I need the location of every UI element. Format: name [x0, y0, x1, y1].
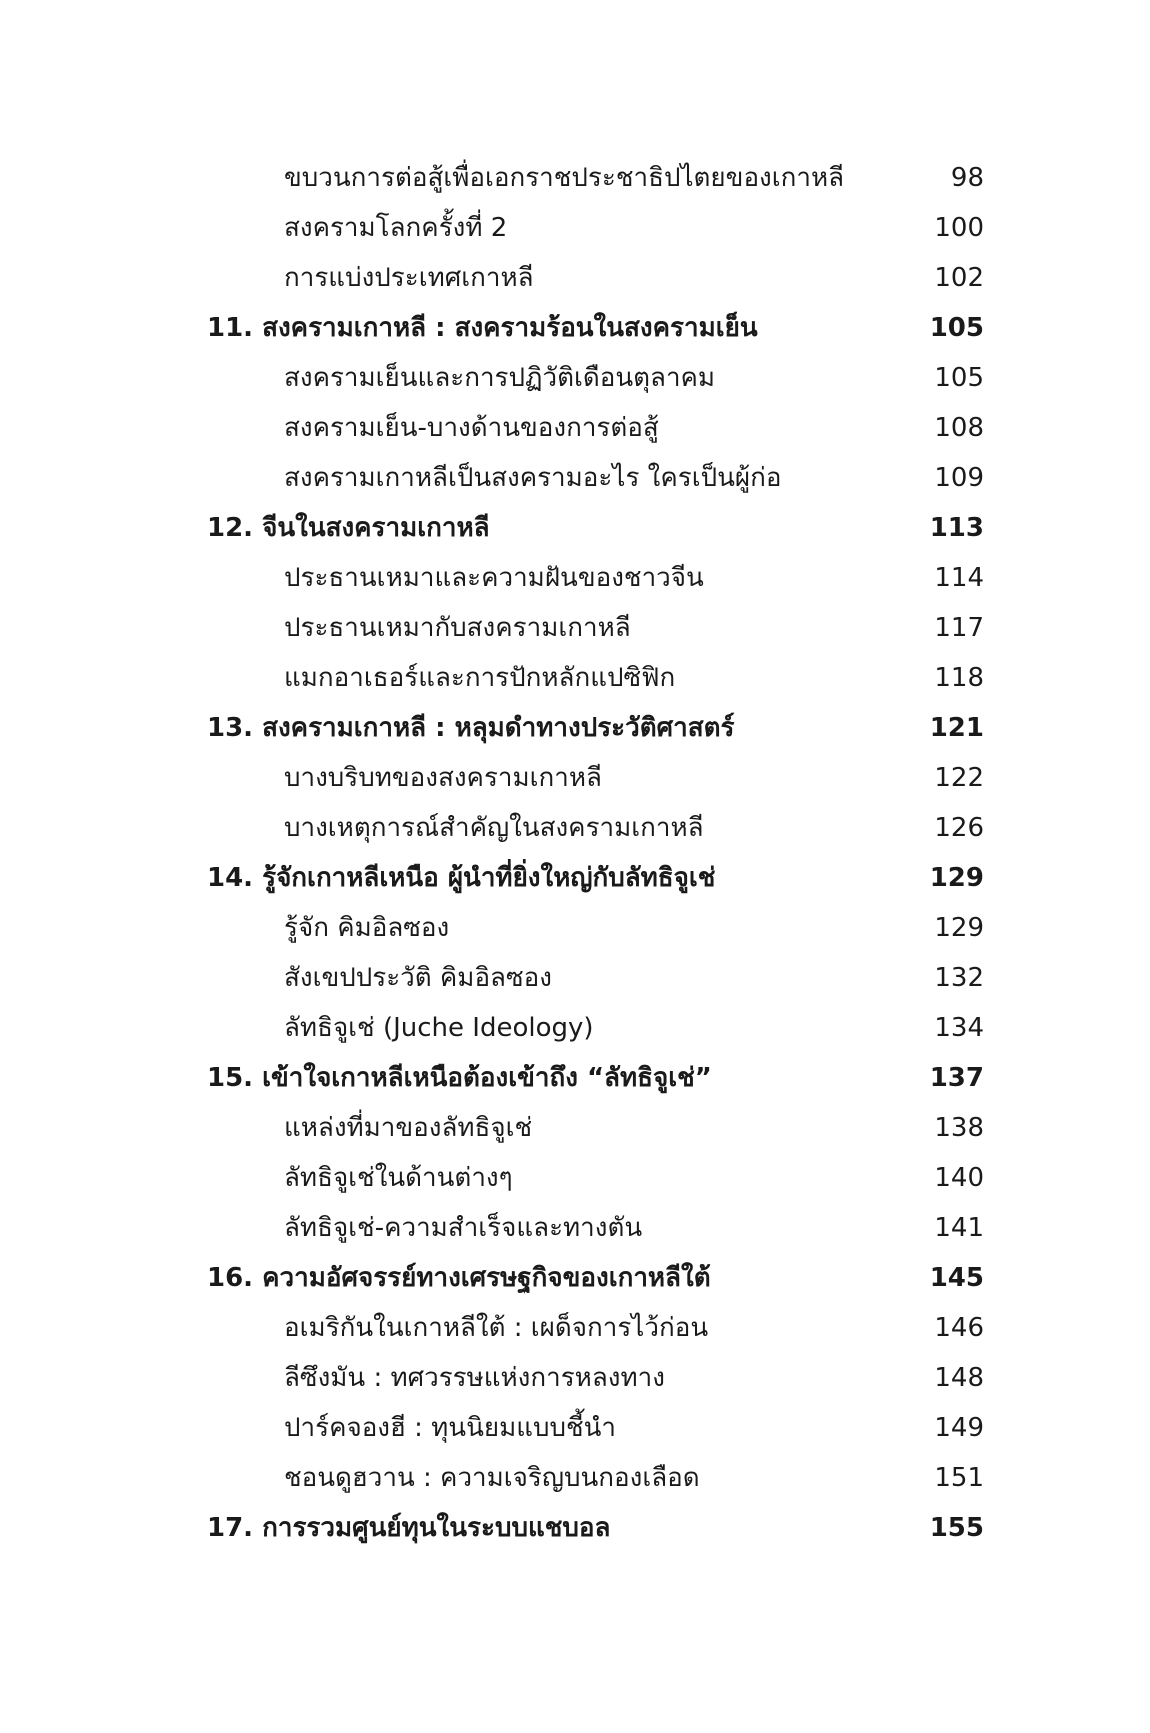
toc-entry-page: 151 — [934, 1463, 984, 1493]
toc-entry-title: การแบ่งประเทศเกาหลี — [284, 263, 534, 293]
toc-entry-page: 148 — [934, 1363, 984, 1393]
toc-entry-title: สงครามเย็น-บางด้านของการต่อสู้ — [284, 413, 659, 443]
table-of-contents — [0, 153, 1150, 1553]
toc-chapter-title: 17. การรวมศูนย์ทุนในระบบแชบอล — [207, 1513, 611, 1543]
toc-chapter-title: 15. เข้าใจเกาหลีเหนือต้องเข้าถึง “ลัทธิจูเช่” — [207, 1063, 712, 1093]
toc-chapter-title: 14. รู้จักเกาหลีเหนือ ผู้นำที่ยิ่งใหญ่กับลัทธิจูเช่ — [207, 863, 716, 893]
toc-chapter-title: 13. สงครามเกาหลี : หลุมดำทางประวัติศาสตร์ — [207, 713, 735, 743]
toc-entry — [0, 353, 1150, 403]
toc-entry-title: ประธานเหมากับสงครามเกาหลี — [284, 613, 631, 643]
toc-entry — [0, 803, 1150, 853]
toc-chapter — [0, 1503, 1150, 1553]
toc-chapter-page: 129 — [929, 863, 984, 893]
toc-chapter-title: 11. สงครามเกาหลี : สงครามร้อนในสงครามเย็น — [207, 313, 758, 343]
toc-chapter — [0, 1053, 1150, 1103]
toc-entry-page: 102 — [934, 263, 984, 293]
toc-entry-title: ลัทธิจูเช่-ความสำเร็จและทางตัน — [284, 1213, 643, 1243]
toc-entry-title: สังเขปประวัติ คิมอิลซอง — [284, 963, 552, 993]
toc-entry-page: 141 — [934, 1213, 984, 1243]
toc-entry-title: แมกอาเธอร์และการปักหลักแปซิฟิก — [284, 663, 676, 693]
toc-entry — [0, 253, 1150, 303]
toc-entry — [0, 203, 1150, 253]
toc-entry-page: 114 — [934, 563, 984, 593]
toc-chapter — [0, 303, 1150, 353]
toc-entry-page: 126 — [934, 813, 984, 843]
toc-entry-title: แหล่งที่มาของลัทธิจูเช่ — [284, 1113, 533, 1143]
toc-entry-title: บางบริบทของสงครามเกาหลี — [284, 763, 602, 793]
toc-chapter-page: 113 — [929, 513, 984, 543]
toc-chapter-title: 12. จีนในสงครามเกาหลี — [207, 513, 490, 543]
toc-entry — [0, 553, 1150, 603]
toc-entry-title: สงครามเย็นและการปฏิวัติเดือนตุลาคม — [284, 363, 716, 393]
toc-chapter-page: 121 — [929, 713, 984, 743]
toc-entry-page: 105 — [934, 363, 984, 393]
toc-chapter — [0, 853, 1150, 903]
toc-entry — [0, 753, 1150, 803]
toc-entry-title: สงครามเกาหลีเป็นสงครามอะไร ใครเป็นผู้ก่อ — [284, 463, 782, 493]
toc-entry-page: 122 — [934, 763, 984, 793]
toc-chapter — [0, 1253, 1150, 1303]
toc-entry-page: 132 — [934, 963, 984, 993]
toc-entry-page: 100 — [934, 213, 984, 243]
toc-entry-page: 146 — [934, 1313, 984, 1343]
toc-entry-page: 118 — [934, 663, 984, 693]
toc-entry — [0, 153, 1150, 203]
toc-entry — [0, 1203, 1150, 1253]
toc-chapter-page: 105 — [929, 313, 984, 343]
toc-entry — [0, 1403, 1150, 1453]
toc-entry — [0, 603, 1150, 653]
toc-entry — [0, 1153, 1150, 1203]
toc-entry-page: 98 — [950, 163, 984, 193]
toc-entry-title: ชอนดูฮวาน : ความเจริญบนกองเลือด — [284, 1463, 700, 1493]
toc-entry-title: ลัทธิจูเช่ในด้านต่างๆ — [284, 1163, 513, 1193]
toc-chapter-page: 145 — [929, 1263, 984, 1293]
toc-entry-page: 108 — [934, 413, 984, 443]
toc-entry-title: รู้จัก คิมอิลซอง — [284, 913, 450, 943]
toc-entry — [0, 1453, 1150, 1503]
toc-entry — [0, 403, 1150, 453]
toc-chapter-page: 155 — [929, 1513, 984, 1543]
toc-entry — [0, 1003, 1150, 1053]
toc-entry-title: บางเหตุการณ์สำคัญในสงครามเกาหลี — [284, 813, 704, 843]
toc-entry — [0, 1303, 1150, 1353]
toc-entry-title: อเมริกันในเกาหลีใต้ : เผด็จการไว้ก่อน — [284, 1313, 709, 1343]
toc-entry-title: ลัทธิจูเช่ (Juche Ideology) — [284, 1013, 594, 1043]
toc-entry-title: สงครามโลกครั้งที่ 2 — [284, 213, 508, 243]
toc-chapter — [0, 703, 1150, 753]
toc-entry-page: 109 — [934, 463, 984, 493]
toc-entry-page: 134 — [934, 1013, 984, 1043]
toc-chapter-title: 16. ความอัศจรรย์ทางเศรษฐกิจของเกาหลีใต้ — [207, 1263, 711, 1293]
toc-entry — [0, 1103, 1150, 1153]
toc-entry-page: 140 — [934, 1163, 984, 1193]
toc-chapter — [0, 503, 1150, 553]
toc-entry — [0, 653, 1150, 703]
toc-entry-page: 149 — [934, 1413, 984, 1443]
toc-entry — [0, 953, 1150, 1003]
toc-entry-title: ขบวนการต่อสู้เพื่อเอกราชประชาธิปไตยของเกาหลี — [284, 163, 845, 193]
toc-entry-page: 129 — [934, 913, 984, 943]
toc-entry-title: ประธานเหมาและความฝันของชาวจีน — [284, 563, 704, 593]
toc-entry-page: 117 — [934, 613, 984, 643]
toc-entry-page: 138 — [934, 1113, 984, 1143]
toc-entry-title: ลีซึงมัน : ทศวรรษแห่งการหลงทาง — [284, 1363, 665, 1393]
toc-entry — [0, 903, 1150, 953]
toc-chapter-page: 137 — [929, 1063, 984, 1093]
toc-entry-title: ปาร์คจองฮี : ทุนนิยมแบบชี้นำ — [284, 1413, 617, 1443]
toc-entry — [0, 453, 1150, 503]
toc-entry — [0, 1353, 1150, 1403]
